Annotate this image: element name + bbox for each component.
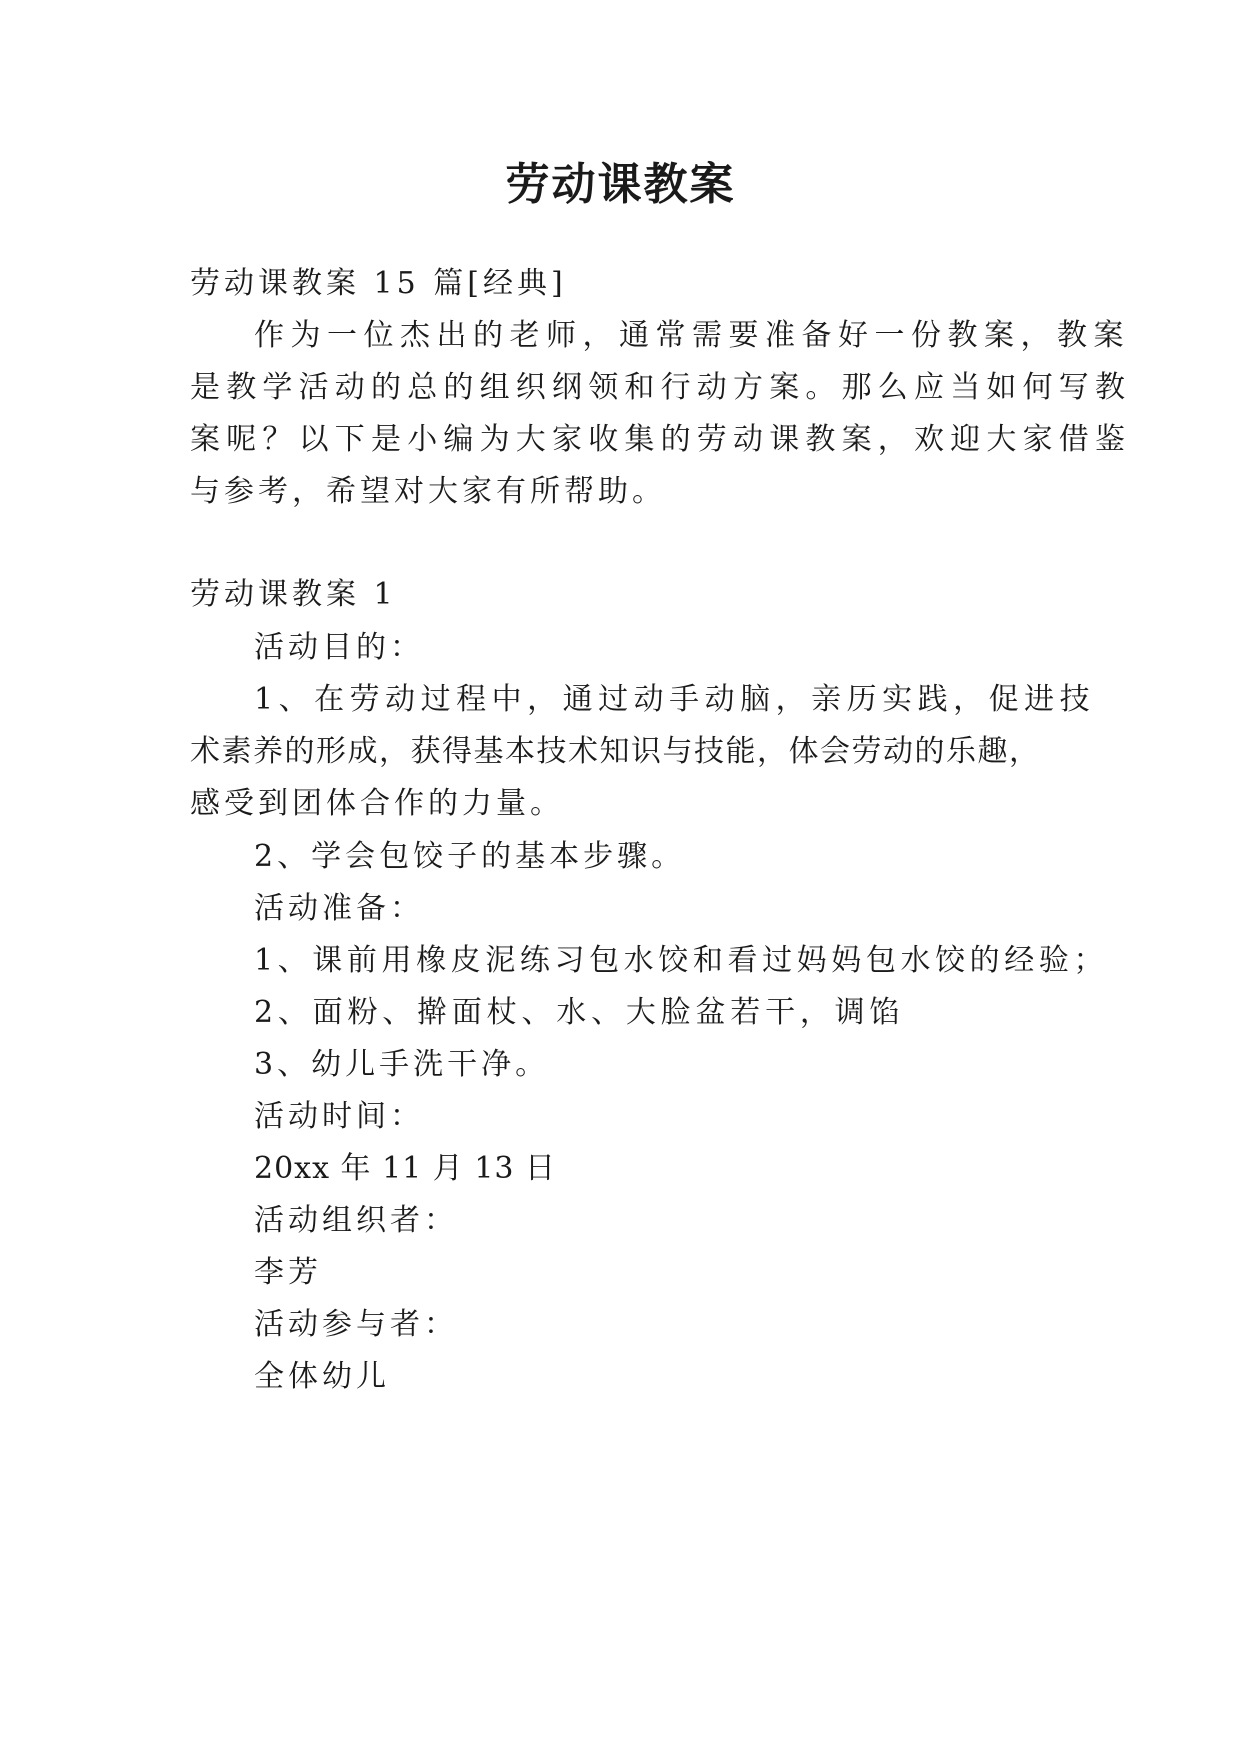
intro-line-3: 案呢？以下是小编为大家收集的劳动课教案，欢迎大家借鉴 (190, 422, 1132, 457)
purpose-item-1-line-1: 1、在劳动过程中，通过动手动脑，亲历实践，促进技 (254, 682, 1096, 717)
purpose-item-1-line-2: 术素养的形成，获得基本技术知识与技能，体会劳动的乐趣， (190, 734, 1041, 769)
prep-item-1: 1、课前用橡皮泥练习包水饺和看过妈妈包水饺的经验； (254, 943, 1109, 978)
document-title: 劳动课教案 (505, 159, 736, 210)
participant-value: 全体幼儿 (254, 1359, 390, 1394)
purpose-label: 活动目的： (254, 630, 424, 665)
prep-label: 活动准备： (254, 891, 424, 926)
intro-line-2: 是教学活动的总的组织纲领和行动方案。那么应当如何写教 (190, 370, 1132, 405)
prep-item-2: 2、面粉、擀面杖、水、大脸盆若干，调馅 (254, 995, 905, 1030)
time-value: 20xx 年 11 月 13 日 (254, 1151, 557, 1186)
time-label: 活动时间： (254, 1099, 424, 1134)
purpose-item-2: 2、学会包饺子的基本步骤。 (254, 839, 686, 874)
document-subtitle: 劳动课教案 15 篇[经典] (190, 266, 567, 301)
intro-line-4: 与参考，希望对大家有所帮助。 (190, 474, 666, 509)
purpose-item-1-line-3: 感受到团体合作的力量。 (190, 786, 564, 821)
organizer-label: 活动组织者： (254, 1203, 458, 1238)
organizer-value: 李芳 (254, 1255, 322, 1290)
intro-line-1: 作为一位杰出的老师，通常需要准备好一份教案，教案 (254, 318, 1130, 353)
section-heading: 劳动课教案 1 (190, 577, 397, 612)
prep-item-3: 3、幼儿手洗干净。 (254, 1047, 550, 1082)
participant-label: 活动参与者： (254, 1307, 458, 1342)
